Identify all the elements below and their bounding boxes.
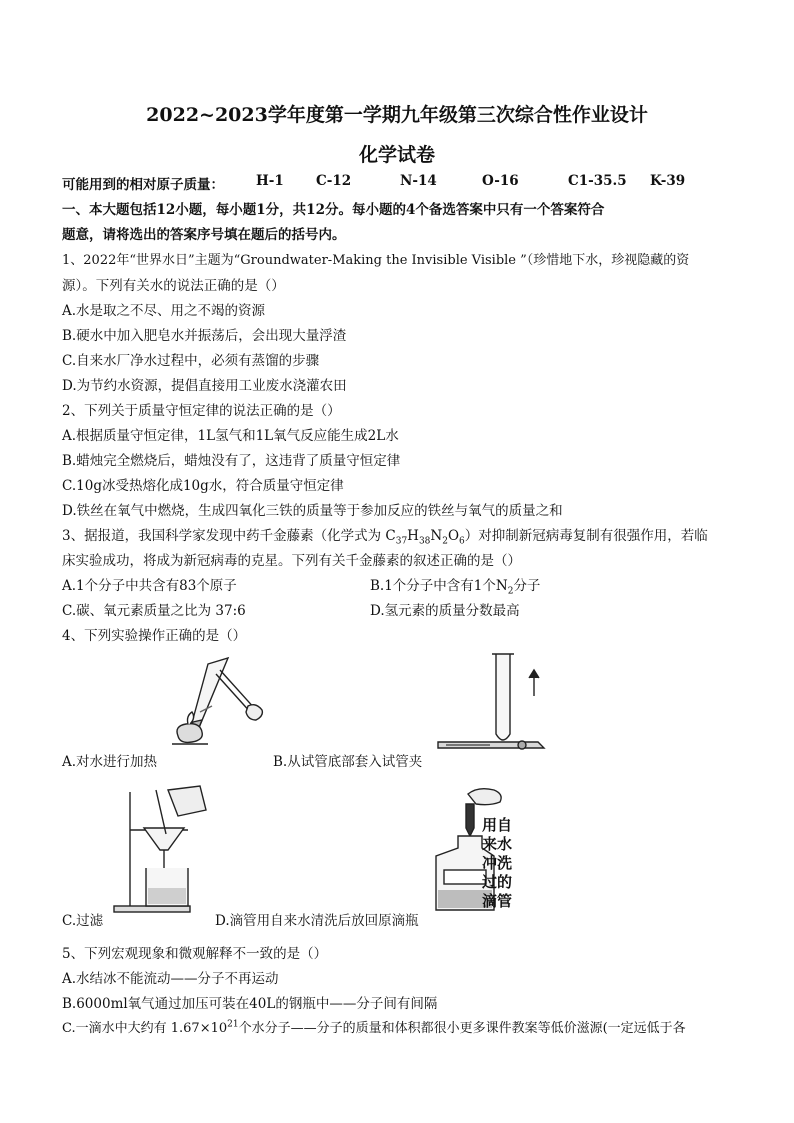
q3-sub-h: 38 <box>418 536 431 547</box>
q4-option-b: B.从试管底部套入试管夹 <box>273 754 423 770</box>
q5-option-b: B.6000ml氧气通过加压可装在40L的钢瓶中——分子间有间隔 <box>62 996 438 1012</box>
dropper-caption <box>482 816 522 911</box>
q3-stem-text-c: N <box>430 528 443 544</box>
atomic-mass-h: H-1 <box>256 173 284 189</box>
q1-option-c: C.自来水厂净水过程中，必须有蒸馏的步骤 <box>62 353 320 369</box>
q3-option-b <box>370 574 540 597</box>
q4-option-c: C.过滤 <box>62 913 104 929</box>
atomic-mass-cl: C1-35.5 <box>568 173 627 189</box>
dropper-caption-line-2: 来水 <box>482 835 513 853</box>
q2-option-a: A.根据质量守恒定律，1L氢气和1L氧气反应能生成2L水 <box>62 428 399 444</box>
q1-option-a: A.水是取之不尽、用之不竭的资源 <box>62 303 266 319</box>
figure-test-tube-clamp <box>430 650 560 760</box>
q3-option-d: D.氢元素的质量分数最高 <box>370 603 520 619</box>
q5-option-c-text-a: C.一滴水中大约有 1.67×10 <box>62 1021 228 1036</box>
q5-stem: 5、下列宏观现象和微观解释不一致的是（） <box>62 946 328 962</box>
q1-stem-1: 1、2022年“世界水日”主题为“Groundwater-Making the Invisible Visible ”（珍惜地下水，珍视隐藏的资 <box>62 253 690 268</box>
dropper-caption-line-3: 冲洗 <box>482 854 513 872</box>
q5-option-c-sup: 21 <box>227 1019 239 1030</box>
exam-title: 2022~2023学年度第一学期九年级第三次综合性作业设计 <box>146 104 648 126</box>
q1-option-b: B.硬水中加入肥皂水并振荡后，会出现大量浮渣 <box>62 328 347 344</box>
q3-option-c: C.碳、氧元素质量之比为 37:6 <box>62 603 246 619</box>
q3-option-b-text2: 分子 <box>513 578 541 594</box>
q1-option-d: D.为节约水资源，提倡直接用工业废水浇灌农田 <box>62 378 347 394</box>
q4-stem: 4、下列实验操作正确的是（） <box>62 628 247 644</box>
q3-sub-o: 6 <box>459 536 465 547</box>
figure-filtration <box>108 784 218 916</box>
q1-stem-2: 源）。下列有关水的说法正确的是（） <box>62 278 285 294</box>
atomic-mass-k: K-39 <box>650 173 686 189</box>
dropper-caption-line-4: 过的 <box>482 873 513 891</box>
q3-sub-n: 2 <box>442 536 448 547</box>
q5-option-c-text-b: 个水分子——分子的质量和体积都很小更多课件教案等低价滋源(一定远低于各 <box>238 1021 686 1036</box>
q4-option-d: D.滴管用自来水清洗后放回原滴瓶 <box>215 913 419 929</box>
atomic-mass-o: O-16 <box>482 173 519 189</box>
q4-option-a: A.对水进行加热 <box>62 754 158 770</box>
q5-option-a: A.水结冰不能流动——分子不再运动 <box>62 971 279 987</box>
exam-subtitle: 化学试卷 <box>358 144 435 166</box>
q3-stem-text-a: 3、据报道，我国科学家发现中药千金藤素（化学式为 C <box>62 528 396 544</box>
q3-option-b-sub: 2 <box>507 586 514 597</box>
q3-option-b-text: B.1个分子中含有1个N <box>370 578 508 594</box>
dropper-caption-line-5: 滴管 <box>482 892 513 910</box>
q3-option-a: A.1个分子中共含有83个原子 <box>62 578 237 594</box>
q3-stem-text-d: O <box>447 528 460 544</box>
atomic-mass-label: 可能用到的相对原子质量： <box>62 177 224 193</box>
q5-option-c <box>62 1017 686 1036</box>
dropper-caption-line-1: 用自 <box>482 816 513 834</box>
q3-stem-2: 床实验成功，将成为新冠病毒的克星。下列有关千金藤素的叙述正确的是（） <box>62 553 521 569</box>
figure-heating-water <box>160 650 270 750</box>
atomic-mass-c: C-12 <box>316 173 352 189</box>
q2-option-c: C.10g冰受热熔化成10g水，符合质量守恒定律 <box>62 478 344 494</box>
section1-instructions-2: 题意，请将选出的答案序号填在题后的括号内。 <box>62 227 346 243</box>
section1-instructions-1: 一、本大题包括12小题，每小题1分，共12分。每小题的4个备选答案中只有一个答案符合 <box>62 202 605 218</box>
q2-option-b: B.蜡烛完全燃烧后，蜡烛没有了，这违背了质量守恒定律 <box>62 453 401 469</box>
q2-option-d: D.铁丝在氧气中燃烧，生成四氧化三铁的质量等于参加反应的铁丝与氧气的质量之和 <box>62 503 563 519</box>
q3-stem-text-e: ）对抑制新冠病毒复制有很强作用，若临 <box>464 528 708 544</box>
atomic-mass-n: N-14 <box>400 173 437 189</box>
q3-stem-1 <box>62 524 708 547</box>
q3-sub-c: 37 <box>395 536 408 547</box>
q3-stem-text-b: H <box>407 528 419 544</box>
q2-stem: 2、下列关于质量守恒定律的说法正确的是（） <box>62 403 341 419</box>
